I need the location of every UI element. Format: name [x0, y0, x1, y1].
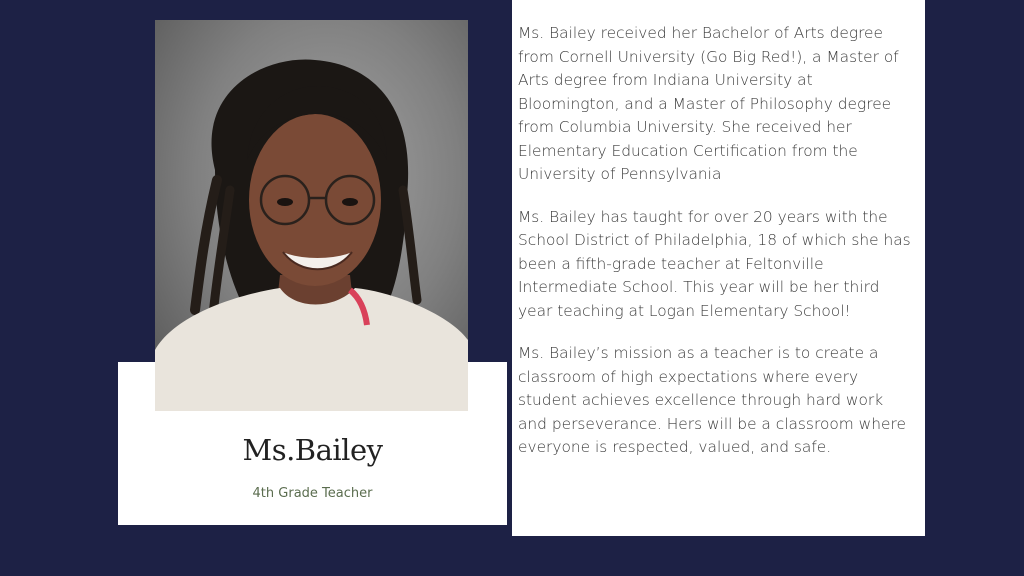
bio-paragraph-mission: Ms. Bailey’s mission as a teacher is to create a classroom of high expectations where every student achieves excellence through hard work and perseverance. Hers will be a classroom where everyone is respected, valued, and safe. — [518, 344, 906, 456]
bio-paragraph-education: Ms. Bailey received her Bachelor of Arts degree from Cornell University (Go Big Red!), a Master of Arts degree from Indiana University at Bloomington, and a Master of Philosophy degree from Columbia University. She received her Elementary Education Certification from the University of Pennsylvania — [518, 24, 899, 183]
teacher-name: Ms.Bailey — [242, 433, 383, 467]
teacher-photo — [155, 20, 468, 411]
bio-paragraph-experience: Ms. Bailey has taught for over 20 years with the School District of Philadelphia, 18 of which she has been a fifth-grade teacher at Feltonville Intermediate School. This year will be her third year teaching at Logan Elementary School! — [518, 207, 911, 320]
portrait-illustration — [155, 20, 468, 411]
bio-panel — [512, 0, 925, 536]
teacher-role: 4th Grade Teacher — [252, 486, 373, 501]
